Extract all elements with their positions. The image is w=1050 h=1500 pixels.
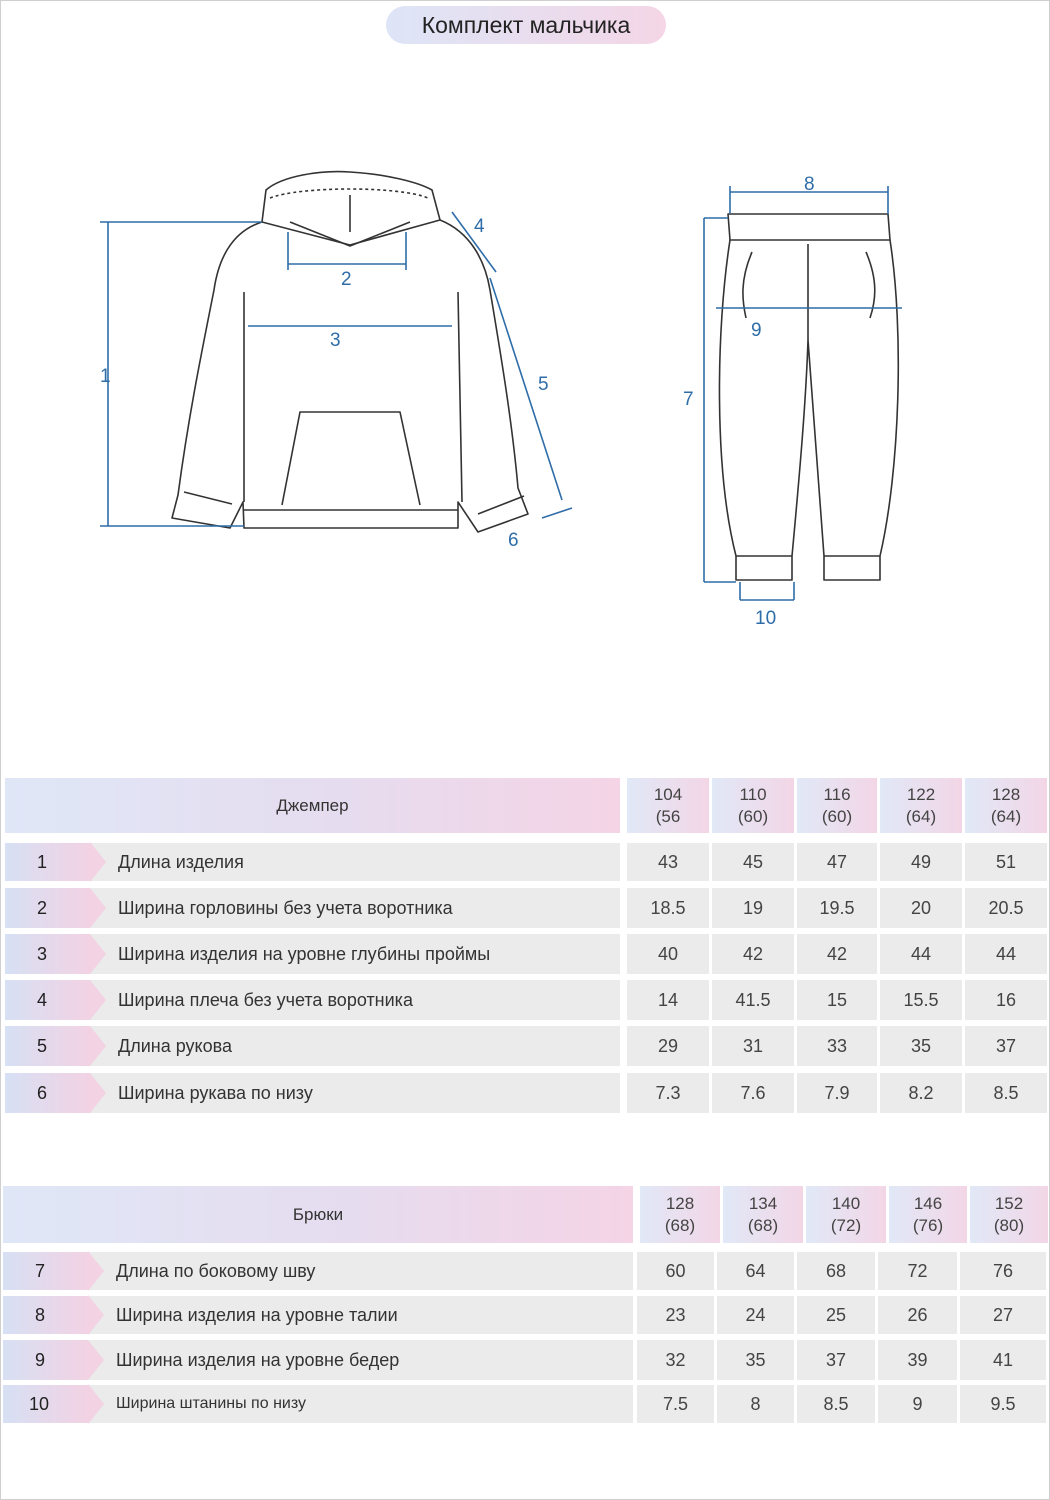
measure-label: Ширина изделия на уровне бедер (88, 1340, 633, 1380)
table-cell: 15.5 (880, 980, 962, 1020)
dim-label-3: 3 (330, 330, 341, 351)
row-arrow (88, 1340, 104, 1380)
jumper-size-header (965, 778, 1047, 833)
size-sub-value: (56 (655, 806, 681, 826)
dim-label-8: 8 (804, 174, 815, 195)
size-value: 110 (739, 784, 767, 804)
pants-size-header (889, 1186, 967, 1243)
measure-number: 6 (5, 1073, 90, 1113)
measure-label: Ширина штанины по низу (88, 1385, 633, 1423)
table-cell: 23 (637, 1296, 714, 1334)
row-arrow (88, 1384, 104, 1424)
table-cell: 68 (797, 1252, 875, 1290)
size-value: 116 (823, 784, 851, 804)
size-sub-value: (68) (747, 1215, 779, 1235)
pants-size-header (723, 1186, 803, 1243)
pants-table-header: Брюки (3, 1186, 633, 1243)
table-cell: 15 (797, 980, 877, 1020)
table-cell: 16 (965, 980, 1047, 1020)
page-title: Комплект мальчика (386, 6, 666, 44)
table-cell: 37 (797, 1340, 875, 1380)
table-cell: 26 (878, 1296, 957, 1334)
table-cell: 8.5 (797, 1385, 875, 1423)
table-cell: 20 (880, 888, 962, 928)
size-sub-value: (80) (993, 1215, 1025, 1235)
table-cell: 25 (797, 1296, 875, 1334)
measure-label: Ширина горловины без учета воротника (90, 888, 620, 928)
dim-label-4: 4 (474, 216, 485, 237)
size-sub-value: (64) (990, 806, 1022, 826)
table-cell: 42 (712, 934, 794, 974)
row-arrow (88, 1295, 104, 1335)
size-value: 140 (831, 1193, 861, 1213)
table-cell: 72 (878, 1252, 957, 1290)
table-cell: 60 (637, 1252, 714, 1290)
table-cell: 64 (717, 1252, 794, 1290)
table-cell: 27 (960, 1296, 1046, 1334)
table-cell: 19.5 (797, 888, 877, 928)
table-cell: 33 (797, 1026, 877, 1066)
row-arrow (90, 888, 106, 928)
table-cell: 19 (712, 888, 794, 928)
table-cell: 39 (878, 1340, 957, 1380)
pants-size-header (806, 1186, 886, 1243)
measure-number: 2 (5, 888, 90, 928)
table-cell: 8 (717, 1385, 794, 1423)
table-cell: 31 (712, 1026, 794, 1066)
row-arrow (90, 934, 106, 974)
table-cell: 35 (880, 1026, 962, 1066)
table-cell: 44 (965, 934, 1047, 974)
table-cell: 37 (965, 1026, 1047, 1066)
table-cell: 20.5 (965, 888, 1047, 928)
table-cell: 9.5 (960, 1385, 1046, 1423)
measure-label: Ширина изделия на уровне глубины проймы (90, 934, 620, 974)
dim-label-1: 1 (100, 366, 111, 387)
dim-label-9: 9 (751, 320, 762, 341)
table-cell: 8.5 (965, 1073, 1047, 1113)
size-sub-value: (64) (905, 806, 937, 826)
size-value: 128 (991, 784, 1021, 804)
dim-label-5: 5 (538, 374, 549, 395)
jumper-size-header (627, 778, 709, 833)
size-sub-value: (60) (737, 806, 769, 826)
size-sub-value: (72) (830, 1215, 862, 1235)
table-cell: 29 (627, 1026, 709, 1066)
size-value: 152 (994, 1193, 1024, 1213)
garment-diagram (0, 0, 1050, 720)
measure-label: Ширина плеча без учета воротника (90, 980, 620, 1020)
table-cell: 76 (960, 1252, 1046, 1290)
size-value: 134 (748, 1193, 778, 1213)
measure-label: Ширина изделия на уровне талии (88, 1296, 633, 1334)
table-cell: 7.3 (627, 1073, 709, 1113)
dim-label-10: 10 (755, 608, 777, 629)
table-cell: 7.9 (797, 1073, 877, 1113)
size-sub-value: (60) (821, 806, 853, 826)
table-cell: 7.5 (637, 1385, 714, 1423)
measure-label: Длина изделия (90, 843, 620, 881)
pants-size-header (640, 1186, 720, 1243)
pants-outline (719, 240, 898, 580)
table-cell: 32 (637, 1340, 714, 1380)
jumper-size-header (797, 778, 877, 833)
table-cell: 8.2 (880, 1073, 962, 1113)
table-cell: 40 (627, 934, 709, 974)
measure-number: 3 (5, 934, 90, 974)
table-cell: 45 (712, 843, 794, 881)
size-sub-value: (68) (664, 1215, 696, 1235)
table-cell: 18.5 (627, 888, 709, 928)
size-value: 128 (665, 1193, 695, 1213)
dim-label-6: 6 (508, 530, 519, 551)
measure-number: 8 (3, 1296, 88, 1334)
dim-label-2: 2 (341, 269, 352, 290)
measure-number: 4 (5, 980, 90, 1020)
size-value: 104 (653, 784, 683, 804)
table-cell: 49 (880, 843, 962, 881)
measure-number: 9 (3, 1340, 88, 1380)
row-arrow (90, 1026, 106, 1066)
row-arrow (88, 1251, 104, 1291)
table-cell: 43 (627, 843, 709, 881)
measure-label: Длина по боковому шву (88, 1252, 633, 1290)
hoodie-outline (172, 220, 528, 532)
size-sub-value: (76) (912, 1215, 944, 1235)
pants-waistband (728, 214, 890, 240)
measure-label: Длина рукова (90, 1026, 620, 1066)
pants-size-header (970, 1186, 1048, 1243)
measure-label: Ширина рукава по низу (90, 1073, 620, 1113)
row-arrow (90, 980, 106, 1020)
size-value: 146 (913, 1193, 943, 1213)
table-cell: 9 (878, 1385, 957, 1423)
dim-label-7: 7 (683, 389, 694, 410)
row-arrow (90, 1073, 106, 1113)
table-cell: 7.6 (712, 1073, 794, 1113)
table-cell: 42 (797, 934, 877, 974)
table-cell: 51 (965, 843, 1047, 881)
table-cell: 14 (627, 980, 709, 1020)
table-cell: 35 (717, 1340, 794, 1380)
measure-number: 7 (3, 1252, 88, 1290)
kangaroo-pocket (282, 412, 420, 505)
table-cell: 41.5 (712, 980, 794, 1020)
table-cell: 41 (960, 1340, 1046, 1380)
table-cell: 24 (717, 1296, 794, 1334)
measure-number: 1 (5, 843, 90, 881)
row-arrow (90, 842, 106, 882)
jumper-size-header (880, 778, 962, 833)
size-value: 122 (906, 784, 936, 804)
jumper-size-header (712, 778, 794, 833)
measure-number: 10 (3, 1385, 88, 1423)
table-cell: 47 (797, 843, 877, 881)
table-cell: 44 (880, 934, 962, 974)
measure-number: 5 (5, 1026, 90, 1066)
jumper-table-header: Джемпер (5, 778, 620, 833)
